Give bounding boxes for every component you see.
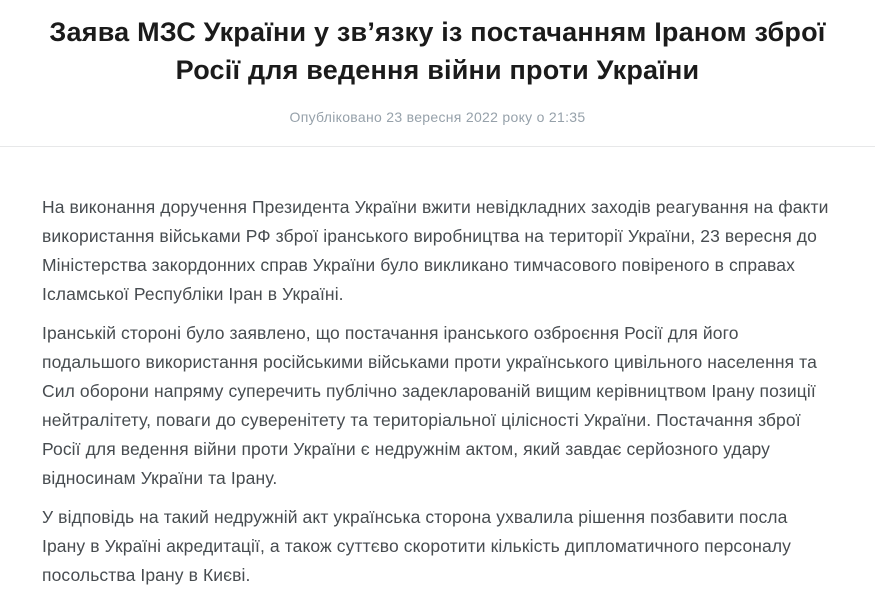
page-title: Заява МЗС України у зв’язку із постачанням Іраном зброї Росії для ведення війни проти України xyxy=(49,17,826,85)
article-paragraph-3: У відповідь на такий недружній акт українська сторона ухвалила рішення позбавити посла Ірану в Україні акредитації, а також суттєво скоротити кількість дипломатичного персоналу посольства Ірану в Києві. xyxy=(42,507,792,585)
article-paragraph-1: На виконання доручення Президента України вжити невідкладних заходів реагування на факти використання військами РФ зброї іранського виробництва на території України, 23 вересня до Міністерства закордонних справ України було викликано тимчасового повіреного в справах Ісламської Республіки Іран в Україні. xyxy=(42,197,829,304)
article-body xyxy=(0,147,875,590)
published-date: Опубліковано 23 вересня 2022 року о 21:35 xyxy=(289,109,586,125)
article-paragraph-2: Іранській стороні було заявлено, що постачання іранського озброєння Росії для його подальшого використання російськими військами проти українського цивільного населення та Сил оборони напряму суперечить публічно задекларованій вищим керівництвом Ірану позиції нейтралітету, поваги до суверенітету та територіальної цілісності України. Постачання зброї Росії для ведення війни проти України є недружнім актом, який завдає серйозного удару відносинам України та Ірану. xyxy=(42,323,817,488)
